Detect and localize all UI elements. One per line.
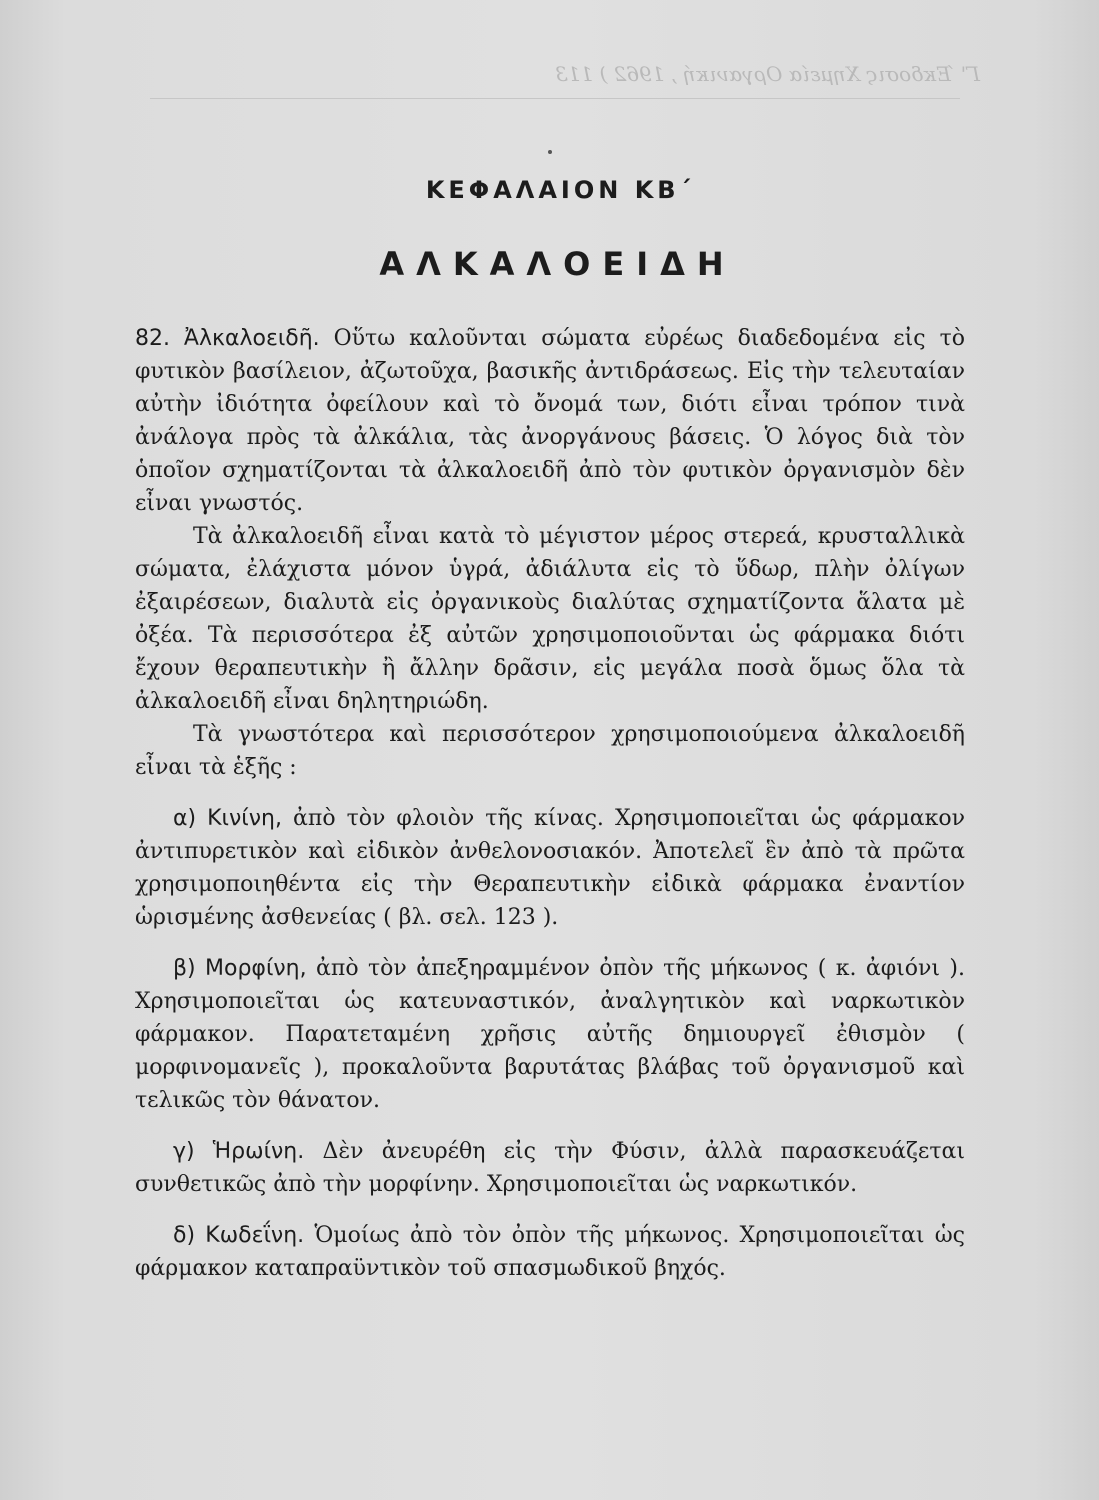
list-item <box>135 802 965 934</box>
ink-speck <box>548 150 552 154</box>
list-item-text: ἀπὸ τὸν φλοιὸν τῆς κίνας. Χρησιμοποιεῖται ὡς φάρμακον ἀντιπυρετικὸν καὶ εἰδικὸν ἀνθελονοσιακόν. Ἀποτελεῖ ἓν ἀπὸ τὰ πρῶτα χρησιμοποιηθέντα εἰς τὴν Θεραπευτικὴν εἰδικὰ φάρμακα ἐναντίον ὡρισμένης ἀσθενείας ( βλ. σελ. 123 ). <box>135 806 965 930</box>
page-content <box>135 170 965 1285</box>
bleed-through-rule <box>150 98 960 99</box>
section-heading: 82. Ἀλκαλοειδῆ. <box>135 326 320 351</box>
body-paragraph: Τὰ γνωστότερα καὶ περισσότερον χρησιμοποιούμενα ἀλκαλοειδῆ εἶναι τὰ ἑξῆς : <box>135 722 965 780</box>
list-item <box>135 1135 965 1201</box>
list-item-lead: δ) Κωδεΐνη. <box>173 1223 305 1248</box>
list-item <box>135 952 965 1117</box>
list-item-lead: β) Μορφίνη, <box>173 956 307 981</box>
list-item-text: Δὲν ἀνευρέθη εἰς τὴν Φύσιν, ἀλλὰ παρασκευάζεται συνθετικῶς ἀπὸ τὴν μορφίνην. Χρησιμοποιεῖται ὡς ναρκωτικόν. <box>135 1139 965 1197</box>
list-item <box>135 1219 965 1285</box>
section-intro-paragraph <box>135 322 965 520</box>
section-intro-text: Οὕτω καλοῦνται σώματα εὐρέως διαδεδομένα εἰς τὸ φυτικὸν βασίλειον, ἀζωτοῦχα, βασικῆς ἀντιδράσεως. Εἰς τὴν τελευταίαν αὐτὴν ἰδιότητα ὀφείλουν καὶ τὸ ὄνομά των, διότι εἶναι τρόπον τινὰ ἀνάλογα πρὸς τὰ ἀλκάλια, τὰς ἀνοργάνους βάσεις. Ὁ λόγος διὰ τὸν ὁποῖον σχηματίζονται τὰ ἀλκαλοειδῆ ἀπὸ τὸν φυτικὸν ὀργανισμὸν δὲν εἶναι γνωστός. <box>135 326 965 516</box>
list-item-text: Ὁμοίως ἀπὸ τὸν ὀπὸν τῆς μήκωνος. Χρησιμοποιεῖται ὡς φάρμακον καταπραϋντικὸν τοῦ σπασμωδικοῦ βηχός. <box>135 1223 965 1281</box>
list-item-lead: γ) Ἡρωίνη. <box>173 1139 305 1164</box>
chapter-label: ΚΕΦΑΛΑΙΟΝ ΚΒ΄ <box>425 176 695 204</box>
bleed-through-header: Γ' Έκδοσις Χημεία Οργανική , 1962 ) 113 <box>554 62 980 86</box>
body-paragraph: Τὰ ἀλκαλοειδῆ εἶναι κατὰ τὸ μέγιστον μέρος στερεά, κρυσταλλικὰ σώματα, ἐλάχιστα μόνον ὑγρά, ἀδιάλυτα εἰς τὸ ὕδωρ, πλὴν ὀλίγων ἐξαιρέσεων, διαλυτὰ εἰς ὀργανικοὺς διαλύτας σχηματίζοντα ἅλατα μὲ ὀξέα. Τὰ περισσότερα ἐξ αὐτῶν χρησιμοποιοῦνται ὡς φάρμακα διότι ἔχουν θεραπευτικὴν ἢ ἄλλην δρᾶσιν, εἰς μεγάλα ποσὰ ὅμως ὅλα τὰ ἀλκαλοειδῆ εἶναι δηλητηριώδη. <box>135 524 965 714</box>
list-item-lead: α) Κινίνη, <box>173 806 282 831</box>
chapter-title: ΑΛΚΑΛΟΕΙΔΗ <box>379 245 736 283</box>
list-item-text: ἀπὸ τὸν ἀπεξηραμμένον ὀπὸν τῆς μήκωνος ( κ. ἀφιόνι ). Χρησιμοποιεῖται ὡς κατευναστικόν, ἀναλγητικὸν καὶ ναρκωτικὸν φάρμακον. Παρατεταμένη χρῆσις αὐτῆς δημιουργεῖ ἐθισμὸν ( μορφινομανεῖς ), προκαλοῦντα βαρυτάτας βλάβας τοῦ ὀργανισμοῦ καὶ τελικῶς τὸν θάνατον. <box>135 956 965 1113</box>
